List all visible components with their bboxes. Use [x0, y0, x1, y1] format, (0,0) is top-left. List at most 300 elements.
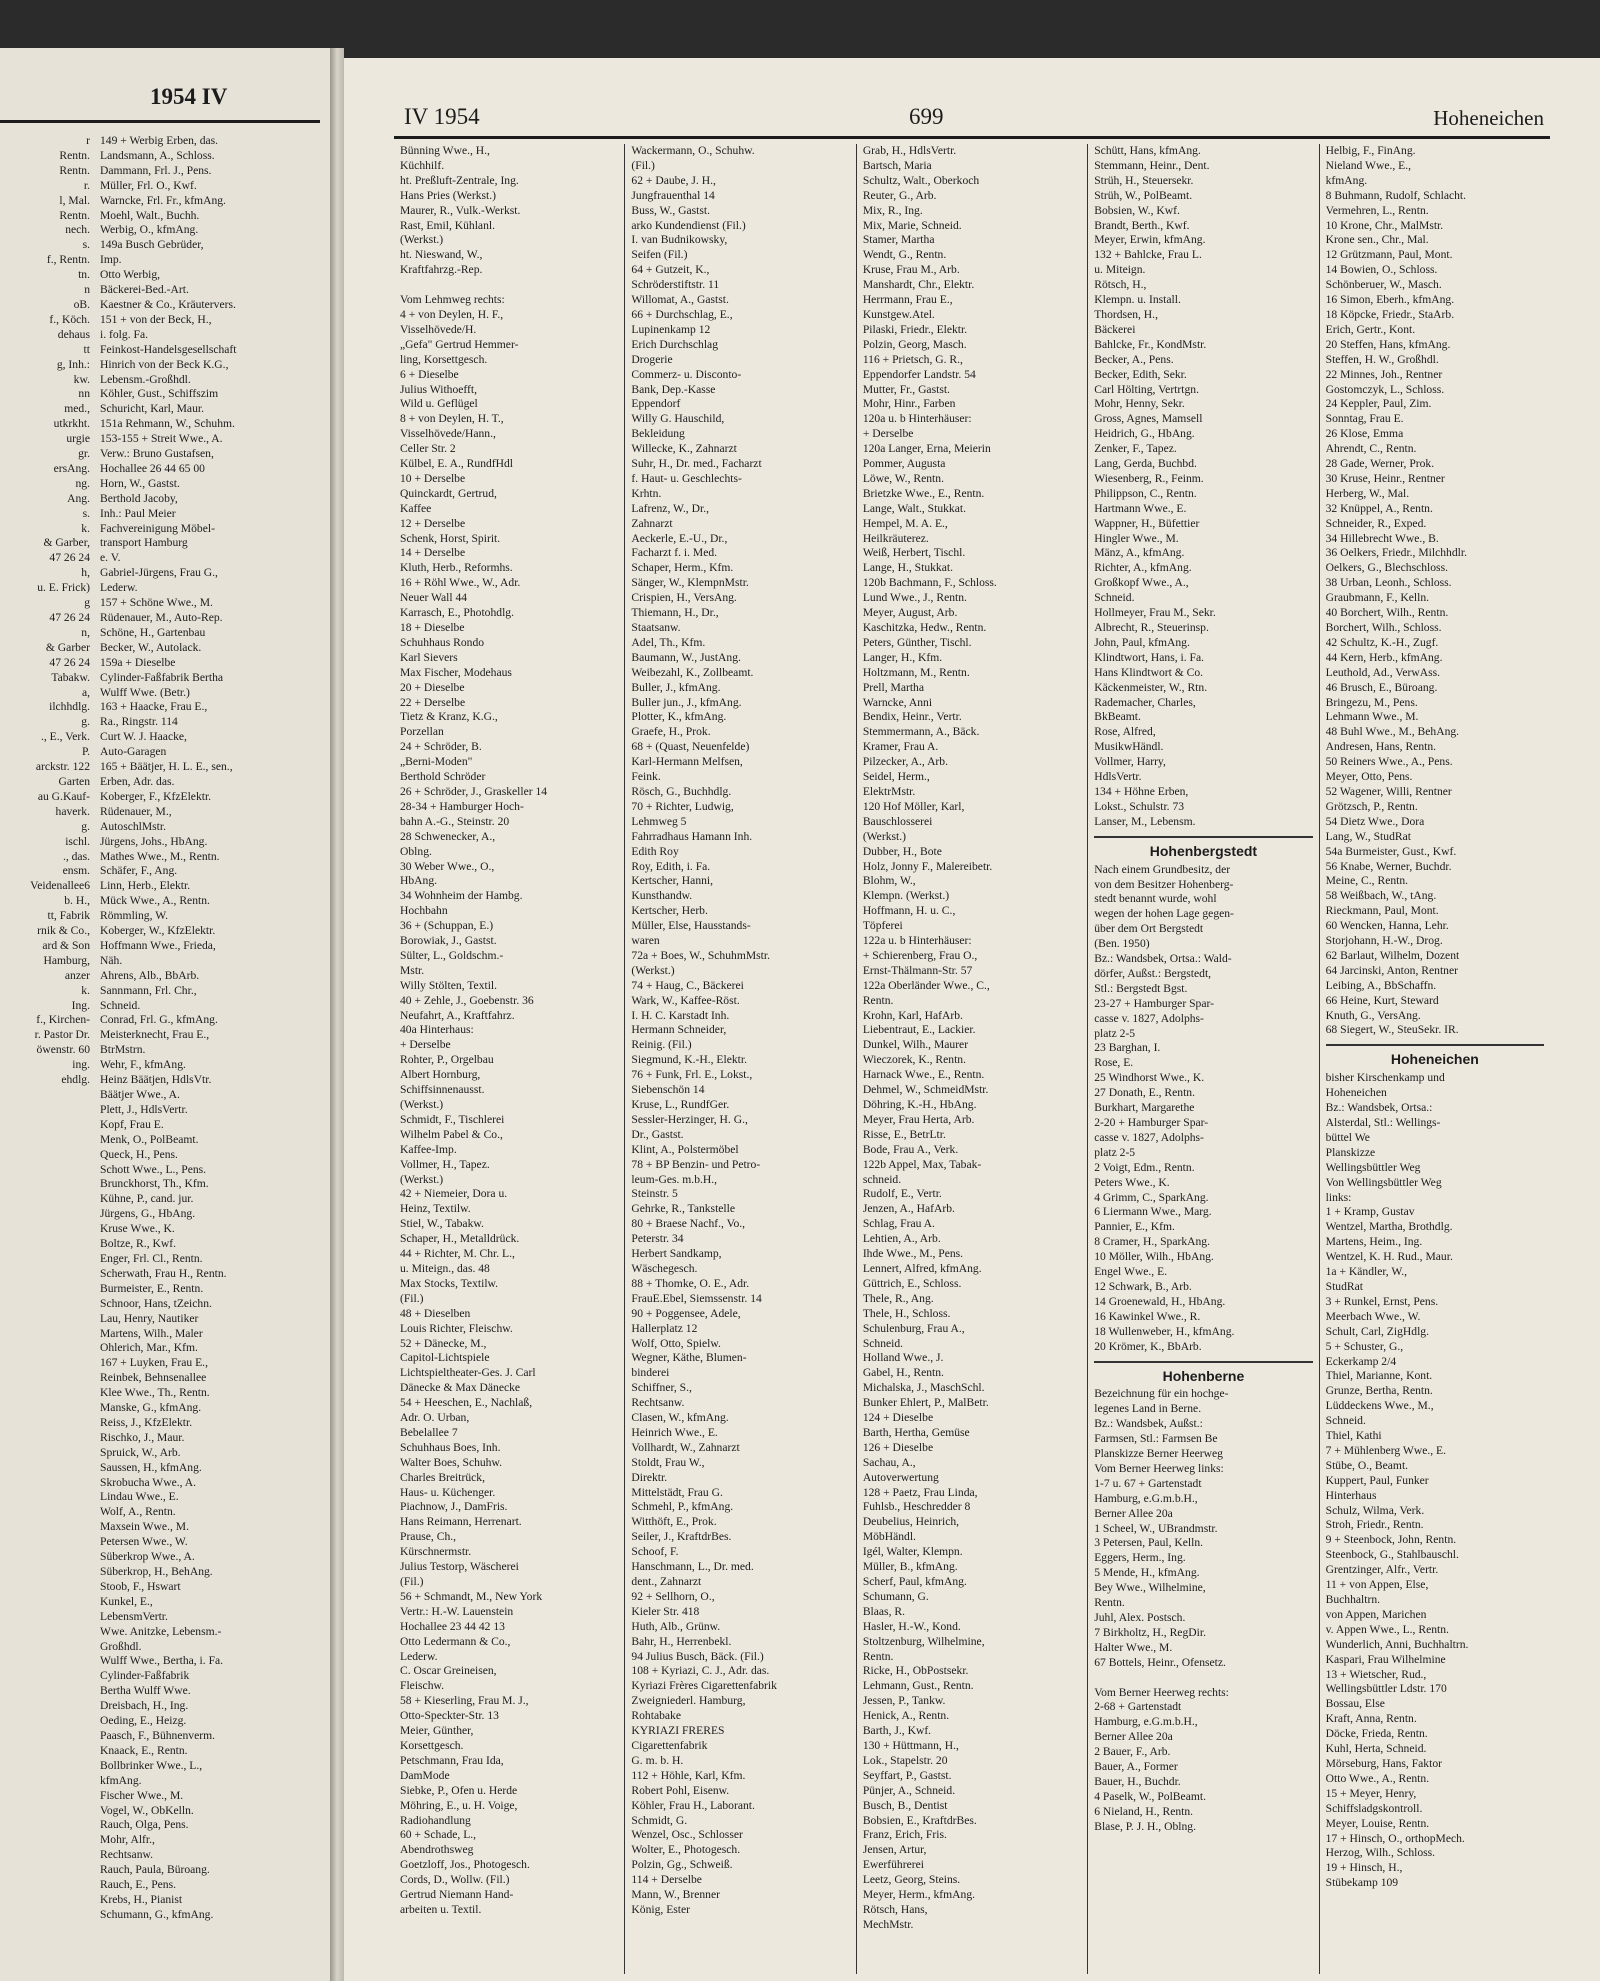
directory-entry: Auto-Garagen — [100, 745, 167, 759]
directory-entry: 50 Reiners Wwe., A., Pens. — [1325, 755, 1453, 769]
directory-entry: Wolter, E., Photogesch. — [631, 1843, 741, 1857]
directory-entry: Ing. — [71, 998, 90, 1012]
directory-entry: Wentzel, K. H. Rud., Maur. — [1325, 1250, 1453, 1264]
directory-entry: Berner Allee 20a — [1094, 1506, 1173, 1520]
directory-entry: 36 + (Schuppan, E.) — [400, 919, 494, 933]
directory-entry: ling, Korsettgesch. — [400, 352, 488, 366]
directory-entry: Kunkel, E., — [100, 1594, 153, 1608]
directory-entry: Lederw. — [400, 1649, 438, 1663]
directory-entry: Schiffsladgskontroll. — [1325, 1801, 1423, 1815]
directory-entry: Dubber, H., Bote — [862, 844, 942, 858]
directory-entry: Mohr, Hinr., Farben — [862, 397, 956, 411]
directory-entry: Holtzmann, M., Rentn. — [862, 665, 970, 679]
directory-entry: Schaper, H., Metalldrück. — [400, 1232, 520, 1246]
directory-entry: 11 + von Appen, Else, — [1325, 1578, 1429, 1592]
directory-entry: Lüddeckens Wwe., M., — [1325, 1399, 1434, 1413]
directory-entry: Julius Testorp, Wäscherei — [400, 1560, 519, 1574]
directory-entry: ehdlg. — [61, 1073, 90, 1087]
directory-entry: 2 Voigt, Edm., Rentn. — [1094, 1160, 1195, 1174]
directory-entry: 120b Bachmann, F., Schloss. — [862, 576, 997, 590]
directory-entry: Maxsein Wwe., M. — [100, 1520, 189, 1534]
directory-entry: Kieler Str. 418 — [631, 1604, 700, 1618]
directory-entry: gr. — [78, 447, 90, 461]
directory-entry: Thiemann, H., Dr., — [631, 606, 719, 620]
directory-entry: Reuter, G., Arb. — [862, 188, 937, 202]
directory-entry: 159a + Dieselbe — [100, 655, 176, 669]
directory-entry: Martens, Heim., Ing. — [1325, 1235, 1423, 1249]
directory-entry: Kertscher, Hanni, — [631, 874, 714, 888]
directory-entry: & Garber, — [43, 536, 90, 550]
directory-entry: 2-68 + Gartenstadt — [1094, 1700, 1182, 1714]
directory-entry: Rischko, J., Maur. — [100, 1430, 185, 1444]
directory-entry: Kyriazi Frères Cigarettenfabrik — [631, 1679, 777, 1693]
directory-entry: Quinckardt, Gertrud, — [400, 486, 497, 500]
directory-entry: Ohlerich, Mar., Kfm. — [100, 1341, 198, 1355]
directory-entry: Krebs, H., Pianist — [100, 1892, 183, 1906]
directory-entry: Becker, Edith, Sekr. — [1094, 367, 1187, 381]
directory-entry: Bode, Frau A., Verk. — [862, 1142, 959, 1156]
directory-entry: au G.Kauf- — [37, 789, 90, 803]
directory-entry: 108 + Kyriazi, C. J., Adr. das. — [631, 1664, 770, 1678]
directory-entry: Eggers, Herm., Ing. — [1094, 1551, 1186, 1565]
directory-entry: John, Paul, kfmAng. — [1094, 635, 1190, 649]
directory-entry: ard & Son — [42, 938, 90, 952]
directory-entry: Rentn. — [59, 208, 90, 222]
directory-entry: Burmeister, E., Rentn. — [100, 1281, 204, 1295]
directory-entry: Meyer, August, Arb. — [862, 606, 958, 620]
directory-entry: Klint, A., Polstermöbel — [631, 1142, 739, 1156]
directory-entry: Petersen Wwe., W. — [100, 1535, 188, 1549]
directory-entry: Rechtsanw. — [631, 1396, 685, 1410]
directory-entry: Meier, Günther, — [400, 1724, 474, 1738]
directory-entry: Wäschegesch. — [631, 1261, 698, 1275]
directory-entry: Pilaski, Friedr., Elektr. — [862, 322, 968, 336]
directory-entry: 58 Weißbach, W., tAng. — [1325, 889, 1437, 903]
directory-entry: Bringezu, M., Pens. — [1325, 695, 1418, 709]
directory-entry: Schöne, H., Gartenbau — [100, 625, 206, 639]
directory-entry: 47 26 24 — [49, 655, 90, 669]
directory-entry: 12 + Derselbe — [400, 516, 466, 530]
directory-entry: Schönberuer, W., Masch. — [1325, 278, 1442, 292]
directory-entry: Schuhhaus Boes, Inh. — [400, 1440, 501, 1454]
directory-entry: 20 Krömer, K., BbArb. — [1094, 1339, 1202, 1353]
directory-entry: 78 + BP Benzin- und Petro- — [631, 1157, 761, 1171]
directory-entry: Willomat, A., Gastst. — [631, 293, 729, 307]
directory-entry: ersAng. — [53, 461, 90, 475]
directory-entry: Hollmeyer, Frau M., Sekr. — [1094, 606, 1216, 620]
directory-entry: Bauschlosserei — [862, 814, 933, 828]
directory-entry: Eppendorfer Landstr. 54 — [862, 367, 976, 381]
directory-entry: k. — [81, 983, 90, 997]
directory-entry: Wolf, A., Rentn. — [100, 1505, 176, 1519]
directory-entry: HbAng. — [400, 874, 438, 888]
directory-entry: Herzog, Wilh., Schloss. — [1325, 1846, 1436, 1860]
directory-entry: Eckerkamp 2/4 — [1325, 1354, 1397, 1368]
directory-entry: Köhler, Gust., Schiffszim — [100, 387, 219, 401]
directory-entry: Weiß, Herbert, Tischl. — [862, 546, 966, 560]
directory-entry: Kaschitzka, Hedw., Rentn. — [862, 621, 987, 634]
directory-entry: 70 + Richter, Ludwig, — [631, 799, 734, 813]
directory-entry: Willy G. Hauschild, — [631, 412, 725, 426]
directory-entry: Schneider, R., Exped. — [1325, 516, 1427, 530]
directory-entry: Mittelstädt, Frau G. — [631, 1485, 723, 1499]
directory-entry: ht. Nieswand, W., — [400, 248, 483, 262]
directory-entry: Sülter, L., Goldschm.- — [400, 948, 504, 962]
directory-entry: Schuricht, Karl, Maur. — [100, 402, 204, 416]
directory-entry: Cigarettenfabrik — [631, 1738, 708, 1752]
directory-entry: Pilzecker, A., Arb. — [862, 755, 948, 769]
left-page — [0, 48, 330, 1981]
directory-entry: r. Pastor Dr. — [34, 1028, 90, 1042]
directory-entry: 80 + Braese Nachf., Vo., — [631, 1217, 746, 1231]
directory-entry: Albrecht, R., Steuerinsp. — [1094, 621, 1209, 634]
directory-entry: Storjohann, H.-W., Drog. — [1325, 934, 1443, 948]
directory-entry: Oeding, E., Heizg. — [100, 1714, 187, 1728]
directory-entry: Lang, Gerda, Buchbd. — [1094, 457, 1197, 471]
directory-entry: Veidenallee6 — [30, 879, 90, 893]
directory-entry: Bz.: Wandsbek, Ortsa.: — [1325, 1101, 1433, 1115]
directory-entry: Nach einem Grundbesitz, der — [1094, 862, 1231, 876]
directory-entry: Buller, J., kfmAng. — [631, 680, 721, 694]
directory-entry: Wark, W., Kaffee-Röst. — [631, 993, 740, 1007]
directory-entry: Celler Str. 2 — [400, 442, 456, 456]
directory-entry: Goetzloff, Jos., Photogesch. — [400, 1858, 530, 1872]
directory-entry: Piachnow, J., DamFris. — [400, 1500, 508, 1514]
directory-entry: Stübekamp 109 — [1325, 1876, 1399, 1890]
directory-entry: Horn, W., Gastst. — [100, 476, 180, 490]
directory-entry: Inh.: Paul Meier — [100, 506, 176, 520]
directory-entry: Hartmann Wwe., E. — [1094, 501, 1187, 515]
directory-entry: 23-27 + Hamburger Spar- — [1094, 996, 1214, 1010]
directory-entry: 2 Bauer, F., Arb. — [1094, 1745, 1171, 1759]
directory-entry: I. van Budnikowsky, — [631, 233, 728, 247]
directory-entry: Gabriel-Jürgens, Frau G., — [100, 566, 218, 580]
right-page — [344, 58, 1600, 1981]
directory-entry: Dehmel, W., SchmeidMstr. — [862, 1083, 989, 1097]
directory-entry: Schulz, Wilma, Verk. — [1325, 1503, 1425, 1517]
directory-entry: Dunkel, Wilh., Maurer — [862, 1038, 969, 1052]
directory-entry: u. E. Frick) — [37, 581, 90, 595]
directory-entry: 56 + Schmandt, M., New York — [400, 1589, 543, 1603]
directory-entry: + Derselbe — [400, 1038, 451, 1052]
directory-entry: Charles Breitrück, — [400, 1470, 485, 1484]
directory-entry: StudRat — [1325, 1279, 1363, 1293]
directory-entry: 7 + Mühlenberg Wwe., E. — [1325, 1443, 1447, 1457]
directory-entry: Manske, G., kfmAng. — [100, 1401, 202, 1415]
directory-entry: 48 + Dieselben — [400, 1306, 471, 1320]
directory-entry: Hasler, H.-W., Kond. — [862, 1619, 961, 1633]
directory-entry: Jenzen, A., HafArb. — [862, 1202, 955, 1216]
directory-entry: Kürschnermstr. — [400, 1545, 472, 1559]
directory-entry: Dreisbach, H., Ing. — [100, 1699, 189, 1713]
directory-entry: f., Kirchen- — [36, 1013, 90, 1027]
directory-entry: Kaffee-Imp. — [400, 1142, 457, 1156]
directory-entry: 28 Gade, Werner, Prok. — [1325, 457, 1435, 471]
directory-entry: + Derselbe — [862, 427, 914, 441]
directory-entry: Wulff Wwe., Bertha, i. Fa. — [100, 1654, 224, 1668]
directory-entry: kw. — [73, 372, 90, 386]
directory-entry: 6 Nieland, H., Rentn. — [1094, 1804, 1194, 1818]
directory-entry: Stoldt, Frau W., — [631, 1455, 705, 1469]
directory-entry: Meyer, Louise, Rentn. — [1325, 1816, 1430, 1830]
directory-entry: Fleischw. — [400, 1679, 445, 1693]
directory-entry: Vollmer, Harry, — [1094, 755, 1166, 769]
directory-entry: utkrkht. — [53, 417, 90, 431]
directory-entry: Stamer, Martha — [862, 233, 935, 247]
directory-entry: (Fil.) — [400, 1575, 424, 1588]
directory-entry: Martens, Wilh., Maler — [100, 1326, 203, 1340]
directory-entry: Mänz, A., kfmAng. — [1094, 546, 1185, 560]
directory-entry: Stoob, F., Hswart — [100, 1579, 181, 1593]
directory-entry: Jessen, P., Tankw. — [862, 1694, 946, 1708]
directory-entry: kfmAng. — [1325, 173, 1368, 187]
directory-entry: Meine, C., Rentn. — [1325, 874, 1409, 888]
directory-entry: casse v. 1827, Adolphs- — [1094, 1011, 1204, 1025]
directory-entry: 114 + Derselbe — [631, 1873, 702, 1887]
section-heading: Hoheneichen — [1326, 1044, 1544, 1067]
directory-entry: Tietz & Kranz, K.G., — [400, 710, 498, 724]
page-number: 699 — [909, 104, 944, 129]
directory-entry: Hoffmann, H. u. C., — [862, 904, 956, 918]
directory-entry: 30 Weber Wwe., O., — [400, 859, 495, 873]
directory-entry: 124 + Dieselbe — [862, 1411, 934, 1425]
directory-entry: Steinstr. 5 — [631, 1187, 678, 1201]
directory-entry: Ang. — [67, 491, 90, 505]
directory-entry: 23 Barghan, I. — [1094, 1041, 1161, 1055]
directory-entry: 14 Groenewald, H., HbAng. — [1094, 1294, 1226, 1308]
directory-entry: Lang, W., StudRat — [1325, 829, 1411, 843]
directory-entry: Deubelius, Heinrich, — [862, 1515, 960, 1529]
directory-entry: Peterstr. 34 — [631, 1232, 684, 1246]
directory-entry: 10 Möller, Wilh., HbAng. — [1094, 1250, 1214, 1264]
directory-entry: Bahr, H., Herrenbekl. — [631, 1634, 732, 1648]
directory-entry: Jensen, Artur, — [862, 1843, 927, 1857]
directory-entry: ng. — [75, 476, 90, 490]
directory-entry: Rose, Alfred, — [1094, 725, 1156, 739]
directory-entry: Ihde Wwe., M., Pens. — [862, 1247, 964, 1261]
directory-entry: Heilkräuterez. — [862, 531, 929, 545]
directory-entry: tt, Fabrik — [47, 909, 90, 923]
directory-entry: Schmidt, G. — [631, 1813, 688, 1827]
directory-entry: über dem Ort Bergstedt — [1094, 922, 1204, 936]
directory-entry: 58 + Kieserling, Frau M. J., — [400, 1694, 529, 1708]
directory-entry: Hempel, M. A. E., — [862, 516, 948, 530]
directory-entry: Schneid. — [862, 1336, 904, 1350]
directory-entry: Klee Wwe., Th., Rentn. — [100, 1386, 210, 1400]
page-title: Hoheneichen — [1433, 106, 1544, 130]
directory-entry: Herbert Sandkamp, — [631, 1247, 722, 1261]
directory-entry: Rechtsanw. — [100, 1848, 154, 1862]
directory-entry: Strüh, W., PolBeamt. — [1094, 188, 1193, 202]
directory-entry: Enger, Frl. Cl., Rentn. — [100, 1251, 203, 1265]
section-heading: Hohenberne — [1094, 1361, 1312, 1384]
directory-entry: 132 + Bahlcke, Frau L. — [1094, 248, 1202, 262]
directory-entry: Wehr, F., kfmAng. — [100, 1058, 186, 1072]
directory-entry: Borchert, Wilh., Schloss. — [1325, 621, 1442, 634]
directory-entry: 64 Jarcinski, Anton, Rentner — [1325, 963, 1458, 977]
directory-entry: Erben, Adr. das. — [100, 774, 175, 788]
directory-entry: Scherwath, Frau H., Rentn. — [100, 1266, 227, 1280]
directory-entry: Manshardt, Chr., Elektr. — [862, 278, 975, 292]
directory-entry: Vom Lehmweg rechts: — [400, 293, 505, 307]
directory-entry: Stemmann, Heinr., Dent. — [1094, 158, 1210, 172]
directory-entry: „Gefa" Gertrud Hemmer- — [400, 337, 519, 351]
directory-entry: 12 Grützmann, Paul, Mont. — [1325, 248, 1453, 262]
directory-entry: Moehl, Walt., Buchh. — [100, 208, 200, 222]
directory-entry: f., Rentn. — [46, 253, 90, 267]
directory-entry: nn — [78, 387, 90, 401]
directory-entry: von Appen, Marichen — [1325, 1607, 1427, 1621]
directory-entry: 66 Heine, Kurt, Steward — [1325, 993, 1439, 1007]
directory-entry: casse v. 1827, Adolphs- — [1094, 1130, 1204, 1144]
directory-entry: Jürgens, G., HbAng. — [100, 1207, 196, 1221]
directory-entry: kfmAng. — [100, 1773, 142, 1787]
directory-entry: links: — [1325, 1190, 1352, 1204]
directory-entry: Neufahrt, A., Kraftfahrz. — [400, 1008, 515, 1022]
directory-entry: 28-34 + Hamburger Hoch- — [400, 799, 524, 813]
directory-entry: 3 Petersen, Paul, Kelln. — [1094, 1536, 1204, 1550]
directory-entry: Plett, J., HdlsVertr. — [100, 1102, 188, 1116]
directory-entry: Haus- u. Küchenger. — [400, 1485, 496, 1499]
directory-entry: Cylinder-Faßfabrik Bertha — [100, 670, 224, 684]
directory-entry: Ernst-Thälmann-Str. 57 — [862, 963, 973, 977]
directory-entry: Lindau Wwe., E. — [100, 1490, 179, 1504]
directory-entry: Kruse, Frau M., Arb. — [862, 263, 960, 277]
directory-entry: Edith Roy — [631, 844, 679, 858]
directory-entry: Julius Withoefft, — [400, 382, 478, 396]
directory-entry: Bz.: Wandsbek, Außst.: — [1094, 1417, 1203, 1431]
directory-entry: Baumann, W., JustAng. — [631, 650, 741, 664]
directory-entry: Schiffsinnenausst. — [400, 1083, 485, 1097]
directory-entry: Schenk, Horst, Spirit. — [400, 531, 501, 545]
directory-entry: bisher Kirschenkamp und — [1325, 1071, 1445, 1085]
directory-entry: Scherf, Paul, kfmAng. — [862, 1575, 967, 1588]
directory-entry: Visselhövede/H. — [400, 322, 477, 336]
directory-entry: Schumann, G., kfmAng. — [100, 1907, 214, 1921]
directory-entry: Engel Wwe., E. — [1094, 1265, 1168, 1279]
directory-entry: 12 Schwark, B., Arb. — [1094, 1279, 1192, 1293]
directory-entry: Schneid. — [100, 998, 141, 1012]
directory-entry: Crispien, H., VersAng. — [631, 591, 737, 605]
directory-entry: ht. Preßluft-Zentrale, Ing. — [400, 173, 519, 187]
directory-entry: Weibezahl, K., Zollbeamt. — [631, 665, 754, 679]
directory-entry: Bebelallee 7 — [400, 1425, 458, 1439]
directory-entry: Klindtwort, Hans, i. Fa. — [1094, 650, 1205, 664]
directory-entry: Güttrich, E., Schloss. — [862, 1276, 962, 1290]
directory-entry: Meerbach Wwe., W. — [1325, 1309, 1421, 1323]
directory-entry: h, — [81, 566, 90, 580]
directory-entry: 68 Siegert, W., SteuSekr. IR. — [1325, 1023, 1459, 1037]
directory-entry: Brunckhorst, Th., Kfm. — [100, 1177, 209, 1191]
directory-entry: Ewerführerei — [862, 1858, 924, 1872]
directory-entry: HdlsVertr. — [1094, 770, 1142, 784]
directory-entry: Direktr. — [631, 1470, 668, 1484]
directory-entry: f. Haut- u. Geschlechts- — [631, 471, 742, 485]
directory-entry: Sachau, A., — [862, 1455, 916, 1469]
directory-entry: 34 Hillebrecht Wwe., B. — [1325, 531, 1439, 545]
directory-entry: Dänecke & Max Dänecke — [400, 1381, 521, 1395]
directory-entry: n, — [81, 625, 90, 639]
directory-entry: Fuhlsb., Heschredder 8 — [862, 1500, 971, 1514]
directory-entry: Saussen, H., kfmAng. — [100, 1460, 202, 1474]
directory-entry: Reinbek, Behnsenallee — [100, 1371, 207, 1385]
directory-entry: Kühne, P., cand. jur. — [100, 1192, 194, 1206]
directory-entry: Warncke, Frl. Fr., kfmAng. — [100, 193, 226, 207]
directory-entry: Vollhardt, W., Zahnarzt — [631, 1440, 740, 1454]
directory-entry: Mutter, Fr., Gastst. — [862, 382, 950, 396]
directory-entry: Wellingsbüttler Weg — [1325, 1160, 1421, 1174]
directory-entry: (Werkst.) — [631, 963, 675, 977]
directory-entry: Alsterdal, Stl.: Wellings- — [1325, 1116, 1441, 1129]
directory-entry: 90 + Poggensee, Adele, — [631, 1306, 741, 1320]
directory-entry: 163 + Haacke, Frau E., — [100, 700, 208, 714]
directory-entry: tt — [83, 342, 90, 356]
directory-entry: Polzin, Georg, Masch. — [862, 337, 967, 351]
directory-entry: Näh. — [100, 953, 123, 967]
directory-entry: Oelkers, G., Blechschloss. — [1325, 561, 1448, 575]
directory-entry: Igél, Walter, Klempn. — [862, 1545, 963, 1559]
directory-entry: g, Inh.: — [56, 357, 90, 371]
directory-entry: Andresen, Hans, Rentn. — [1325, 740, 1437, 754]
directory-entry: Kruse Wwe., K. — [100, 1222, 175, 1236]
directory-entry: Schott Wwe., L., Pens. — [100, 1162, 207, 1176]
directory-entry: Rötsch, Hans, — [862, 1902, 928, 1916]
directory-entry: Wilhelm Pabel & Co., — [400, 1127, 503, 1141]
directory-entry: Leuthold, Ad., VerwAss. — [1325, 665, 1441, 679]
directory-entry: nech. — [65, 223, 90, 237]
directory-entry: Graefe, H., Prok. — [631, 725, 711, 739]
directory-entry: Wendt, G., Rentn. — [862, 248, 947, 262]
directory-entry: Cords, D., Wollw. (Fil.) — [400, 1873, 510, 1887]
directory-entry: Clasen, W., kfmAng. — [631, 1411, 729, 1425]
directory-entry: Bunker Ehlert, P., MalBetr. — [862, 1396, 989, 1410]
directory-entry: Lederw. — [100, 581, 138, 595]
directory-entry: Halter Wwe., M. — [1094, 1640, 1173, 1654]
directory-entry: Möhring, E., u. H. Voige, — [400, 1798, 518, 1812]
directory-entry: Kuhl, Herta, Schneid. — [1325, 1742, 1427, 1756]
directory-entry: arko Kundendienst (Fil.) — [631, 218, 746, 232]
directory-entry: Porzellan — [400, 725, 444, 739]
directory-entry: 8 Buhmann, Rudolf, Schlacht. — [1325, 188, 1467, 202]
directory-entry: 52 + Dänecke, M., — [400, 1336, 487, 1350]
directory-entry: Bobsien, E., KraftdrBes. — [862, 1813, 977, 1827]
directory-entry: Rüdenauer, M., Auto-Rep. — [100, 611, 223, 624]
directory-entry: Suhr, H., Dr. med., Facharzt — [631, 457, 762, 471]
directory-entry: (Fil.) — [400, 1291, 424, 1305]
directory-entry: 54 Dietz Wwe., Dora — [1325, 814, 1425, 828]
directory-entry: Werbig, O., kfmAng. — [100, 223, 199, 237]
directory-entry: g. — [81, 715, 90, 729]
directory-entry: Küchhilf. — [400, 158, 445, 172]
directory-entry: 60 Wencken, Hanna, Lehr. — [1325, 919, 1449, 933]
directory-entry: Lange, Walt., Stukkat. — [862, 501, 966, 515]
directory-entry: 48 Buhl Wwe., M., BehAng. — [1325, 725, 1460, 739]
directory-entry: Krone sen., Chr., Mal. — [1325, 233, 1429, 247]
directory-entry: Max Fischer, Modehaus — [400, 665, 512, 679]
directory-entry: Rentn. — [1094, 1596, 1125, 1610]
directory-entry: Strüh, H., Steuersekr. — [1094, 173, 1194, 187]
directory-entry: büttel We — [1325, 1130, 1370, 1144]
directory-entry: 26 + Schröder, J., Graskeller 14 — [400, 784, 548, 798]
directory-entry: Steffen, H. W., Großhdl. — [1325, 352, 1439, 366]
directory-entry: Barth, J., Kwf. — [862, 1724, 932, 1738]
directory-entry: Schlag, Frau A. — [862, 1217, 935, 1231]
directory-entry: Capitol-Lichtspiele — [400, 1351, 490, 1365]
directory-entry: Becker, A., Pens. — [1094, 352, 1174, 366]
directory-entry: Pommer, Augusta — [862, 457, 946, 471]
directory-entry: Visselhövede/Hann., — [400, 427, 496, 441]
directory-entry: Fahrradhaus Hamann Inh. — [631, 829, 753, 843]
